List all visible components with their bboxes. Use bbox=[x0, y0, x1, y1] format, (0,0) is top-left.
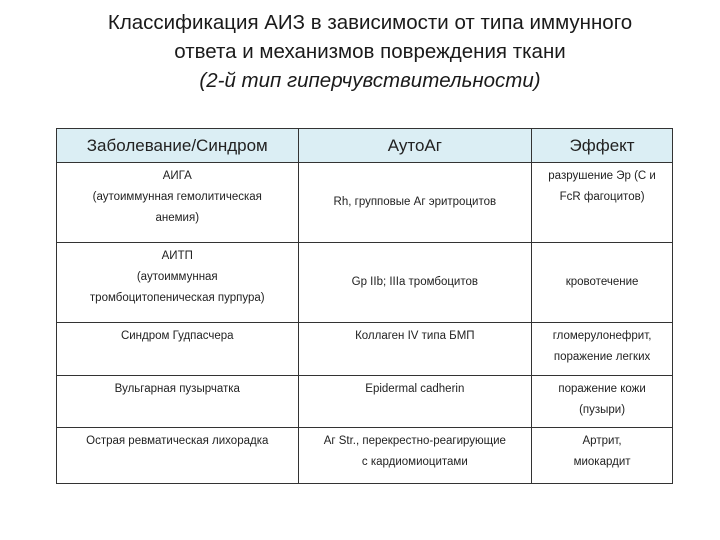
cell-line: миокардит bbox=[573, 456, 631, 468]
header-disease: Заболевание/Синдром bbox=[57, 129, 299, 163]
cell-line: кровотечение bbox=[565, 276, 639, 288]
title-line-2: ответа и механизмов повреждения ткани bbox=[174, 40, 566, 63]
cell-line: поражение легких bbox=[553, 351, 651, 363]
cell-line: АИТП bbox=[161, 250, 193, 262]
cell-line: Вульгарная пузырчатка bbox=[114, 383, 240, 395]
antigen-cell: Rh, групповые Аг эритроцитов bbox=[298, 163, 532, 243]
cell-line: FcR фагоцитов) bbox=[559, 191, 645, 203]
effect-cell bbox=[532, 376, 673, 428]
cell-line: Острая ревматическая лихорадка bbox=[86, 435, 269, 447]
effect-cell bbox=[532, 243, 673, 323]
title-subtitle: (2-й тип гиперчувствительности) bbox=[199, 69, 541, 92]
effect-cell bbox=[532, 428, 673, 484]
cell-line: (аутоиммунная bbox=[136, 271, 218, 283]
table-row bbox=[57, 428, 673, 484]
header-autoantigen: АутоАг bbox=[298, 129, 532, 163]
antigen-cell: Gp IIb; IIIa тромбоцитов bbox=[298, 243, 532, 323]
disease-cell bbox=[57, 428, 299, 484]
antigen-cell: Аг Str., перекрестно-реагирующие с кардиомиоцитами bbox=[298, 428, 532, 484]
effect-cell bbox=[532, 163, 673, 243]
title-line-1: Классификация АИЗ в зависимости от типа иммунного bbox=[107, 11, 633, 34]
disease-cell bbox=[57, 163, 299, 243]
classification-table bbox=[56, 128, 673, 484]
cell-line: разрушение Эр (С и bbox=[548, 170, 656, 182]
disease-cell bbox=[57, 243, 299, 323]
table-header-row bbox=[57, 129, 673, 163]
table-row bbox=[57, 376, 673, 428]
slide-title bbox=[60, 8, 680, 95]
cell-line: (аутоиммунная гемолитическая bbox=[92, 191, 262, 203]
antigen-cell: Коллаген IV типа БМП bbox=[298, 323, 532, 376]
table-row bbox=[57, 163, 673, 243]
cell-line: Артрит, bbox=[582, 435, 622, 447]
antigen-cell: Epidermal cadherin bbox=[298, 376, 532, 428]
table-row bbox=[57, 243, 673, 323]
table-row bbox=[57, 323, 673, 376]
disease-cell bbox=[57, 376, 299, 428]
cell-line: гломерулонефрит, bbox=[552, 330, 652, 342]
cell-line: (пузыри) bbox=[579, 404, 626, 416]
cell-line: Синдром Гудпасчера bbox=[120, 330, 234, 342]
cell-line: тромбоцитопеническая пурпура) bbox=[89, 292, 265, 304]
cell-line: АИГА bbox=[162, 170, 192, 182]
cell-line: анемия) bbox=[155, 212, 200, 224]
cell-line: поражение кожи bbox=[558, 383, 646, 395]
disease-cell bbox=[57, 323, 299, 376]
header-effect: Эффект bbox=[532, 129, 673, 163]
effect-cell bbox=[532, 323, 673, 376]
